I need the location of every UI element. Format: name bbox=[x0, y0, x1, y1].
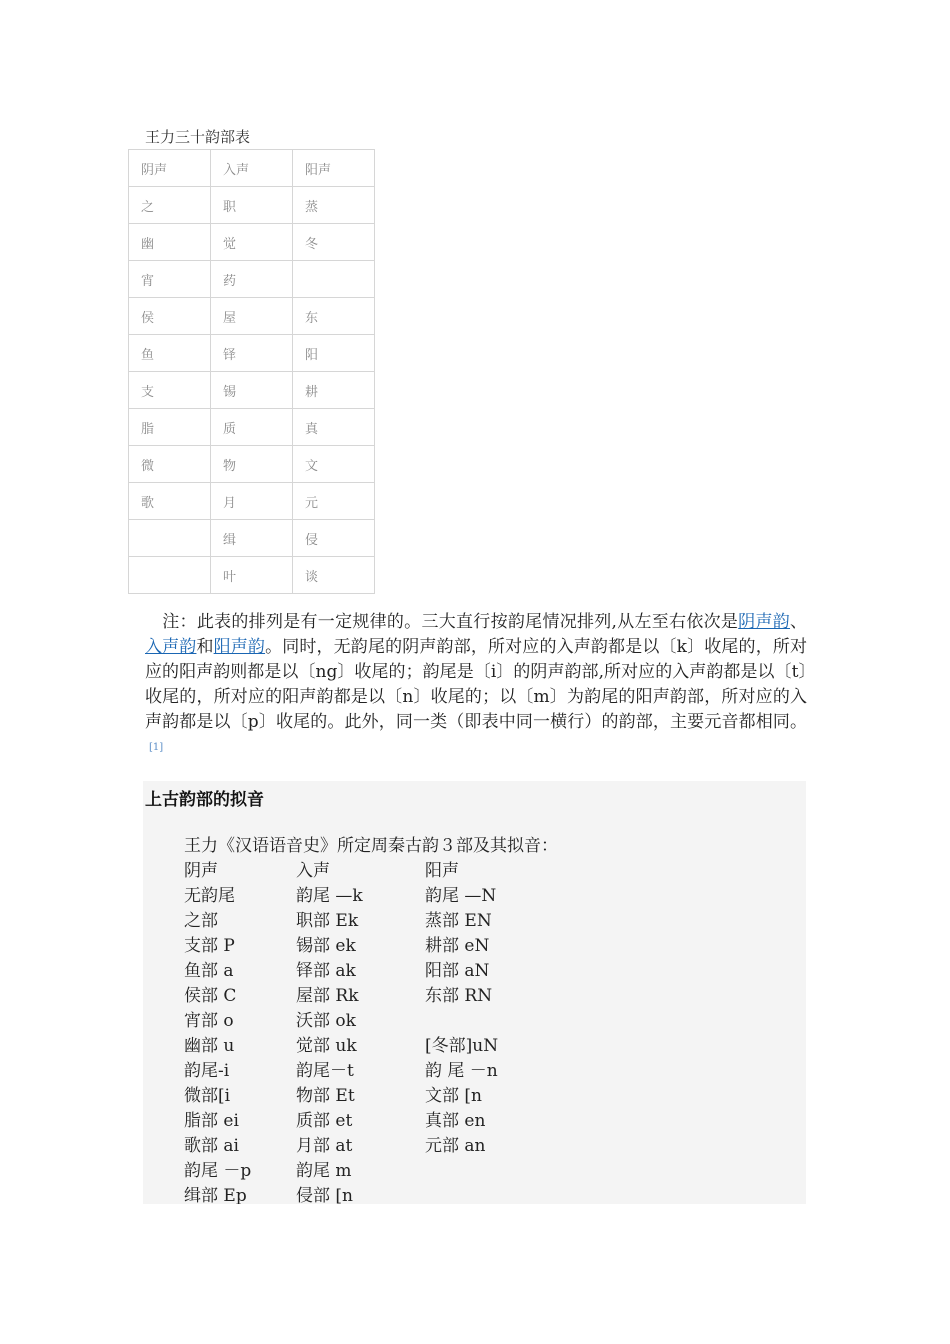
table-cell: 元 bbox=[293, 483, 375, 520]
table-row bbox=[129, 298, 375, 335]
reconstruction-cell: 耕部 eN bbox=[425, 936, 490, 956]
table-cell: 蒸 bbox=[293, 187, 375, 224]
table-cell: 脂 bbox=[129, 409, 211, 446]
table-cell: 屋 bbox=[211, 298, 293, 335]
table-cell: 谈 bbox=[293, 557, 375, 594]
reconstruction-cell: 韵尾 m bbox=[296, 1161, 352, 1181]
table-cell bbox=[129, 557, 211, 594]
reconstruction-cell: 入声 bbox=[296, 861, 330, 881]
table-row bbox=[129, 335, 375, 372]
reconstruction-cell: 韵尾 —k bbox=[296, 886, 363, 906]
reconstruction-cell: 宵部 o bbox=[184, 1011, 234, 1031]
table-cell: 侯 bbox=[129, 298, 211, 335]
link-yinsheng[interactable]: 阴声韵 bbox=[738, 612, 791, 632]
reconstruction-cell: 蒸部 EN bbox=[425, 911, 492, 931]
table-cell: 觉 bbox=[211, 224, 293, 261]
table-cell: 职 bbox=[211, 187, 293, 224]
table-cell: 药 bbox=[211, 261, 293, 298]
reconstruction-cell: 锡部 ek bbox=[296, 936, 356, 956]
table-row bbox=[129, 483, 375, 520]
reconstruction-cell: 鱼部 a bbox=[184, 961, 234, 981]
note-sep: 和 bbox=[196, 637, 214, 657]
table-cell: 铎 bbox=[211, 335, 293, 372]
reconstruction-cell: 缉部 Ep bbox=[184, 1186, 247, 1204]
reconstruction-cell: 微部[i bbox=[184, 1086, 231, 1106]
rhyme-table-body bbox=[129, 150, 375, 594]
reconstruction-cell: 无韵尾 bbox=[184, 886, 235, 906]
reconstruction-cell: 职部 Ek bbox=[296, 911, 359, 931]
reconstruction-cell: [冬部]uN bbox=[425, 1036, 499, 1056]
table-row bbox=[129, 409, 375, 446]
table-cell: 入声 bbox=[211, 150, 293, 187]
reconstruction-cell: 觉部 uk bbox=[296, 1036, 357, 1056]
reconstruction-cell: 质部 et bbox=[296, 1111, 353, 1131]
table-row bbox=[129, 557, 375, 594]
table-cell: 侵 bbox=[293, 520, 375, 557]
reconstruction-cell: 之部 bbox=[184, 911, 218, 931]
reconstruction-cell: 韵尾 －p bbox=[184, 1161, 252, 1181]
table-cell: 真 bbox=[293, 409, 375, 446]
reconstruction-cell: 韵尾-i bbox=[184, 1061, 230, 1081]
note-body: 。同时，无韵尾的阴声韵部，所对应的入声韵都是以〔k〕收尾的，所对应的阳声韵则都是以〔ng〕收尾的；韵尾是〔i〕的阴声韵部,所对应的入声韵都是以〔t〕收尾的，所对应的阳声韵都是以〔n〕收尾的；以〔m〕为韵尾的阳声韵部，所对应的入声韵都是以〔p〕收尾的。此外，同一类（即表中同一横行）的韵部，主要元音都相同。 bbox=[145, 637, 808, 732]
reconstruction-cell: 真部 en bbox=[425, 1111, 486, 1131]
table-cell: 月 bbox=[211, 483, 293, 520]
reconstruction-cell: 屋部 Rk bbox=[296, 986, 359, 1006]
table-row bbox=[129, 446, 375, 483]
table-cell: 阴声 bbox=[129, 150, 211, 187]
reconstruction-cell: 韵 尾 －n bbox=[425, 1061, 498, 1081]
table-cell: 缉 bbox=[211, 520, 293, 557]
rhyme-table bbox=[128, 149, 375, 594]
reconstruction-cell: 韵尾 —N bbox=[425, 886, 497, 906]
reconstruction-intro: 王力《汉语语音史》所定周秦古韵３部及其拟音： bbox=[184, 836, 558, 856]
reconstruction-cell: 物部 Et bbox=[296, 1086, 355, 1106]
table-cell: 文 bbox=[293, 446, 375, 483]
reconstruction-cell: 歌部 ai bbox=[184, 1136, 239, 1156]
reconstruction-cell: 月部 at bbox=[296, 1136, 353, 1156]
table-cell: 之 bbox=[129, 187, 211, 224]
table-row bbox=[129, 261, 375, 298]
table-cell: 阳 bbox=[293, 335, 375, 372]
reconstruction-cell: 支部 P bbox=[184, 936, 235, 956]
note-sep: 、 bbox=[790, 612, 808, 632]
table-row bbox=[129, 224, 375, 261]
link-rusheng[interactable]: 入声韵 bbox=[145, 637, 197, 657]
reconstruction-cell: 幽部 u bbox=[184, 1036, 235, 1056]
reconstruction-cell: 东部 RN bbox=[425, 986, 493, 1006]
table-caption: 王力三十韵部表 bbox=[145, 128, 251, 146]
table-cell bbox=[129, 520, 211, 557]
table-cell: 支 bbox=[129, 372, 211, 409]
table-row bbox=[129, 187, 375, 224]
reconstruction-cell: 韵尾－t bbox=[296, 1061, 354, 1081]
table-cell: 鱼 bbox=[129, 335, 211, 372]
table-cell: 叶 bbox=[211, 557, 293, 594]
reconstruction-cell: 侵部 [n bbox=[296, 1186, 353, 1204]
note-intro: 注：此表的排列是有一定规律的。三大直行按韵尾情况排列,从左至右依次是 bbox=[162, 612, 739, 632]
table-cell: 幽 bbox=[129, 224, 211, 261]
reconstruction-cell: 元部 an bbox=[425, 1136, 486, 1156]
reconstruction-section bbox=[143, 781, 806, 1204]
table-cell: 宵 bbox=[129, 261, 211, 298]
table-row bbox=[129, 372, 375, 409]
section-title: 上古韵部的拟音 bbox=[145, 790, 264, 810]
note-paragraph bbox=[145, 610, 807, 764]
table-cell: 锡 bbox=[211, 372, 293, 409]
table-cell: 东 bbox=[293, 298, 375, 335]
table-cell: 质 bbox=[211, 409, 293, 446]
table-cell: 微 bbox=[129, 446, 211, 483]
reconstruction-cell: 阳部 aN bbox=[425, 961, 490, 981]
table-cell: 阳声 bbox=[293, 150, 375, 187]
table-row bbox=[129, 520, 375, 557]
reconstruction-cell: 阳声 bbox=[425, 861, 459, 881]
reconstruction-cell: 沃部 ok bbox=[296, 1011, 356, 1031]
link-yangsheng[interactable]: 阳声韵 bbox=[213, 637, 266, 657]
reference-link[interactable]: [1] bbox=[149, 742, 164, 753]
reconstruction-cell: 阴声 bbox=[184, 861, 218, 881]
reconstruction-cell: 文部 [n bbox=[425, 1086, 482, 1106]
reconstruction-cell: 侯部 C bbox=[184, 986, 237, 1006]
reconstruction-cell: 铎部 ak bbox=[296, 961, 356, 981]
table-cell: 歌 bbox=[129, 483, 211, 520]
reconstruction-cell: 脂部 ei bbox=[184, 1111, 239, 1131]
table-cell: 物 bbox=[211, 446, 293, 483]
table-cell: 冬 bbox=[293, 224, 375, 261]
table-header-row bbox=[129, 150, 375, 187]
table-cell bbox=[293, 261, 375, 298]
table-cell: 耕 bbox=[293, 372, 375, 409]
